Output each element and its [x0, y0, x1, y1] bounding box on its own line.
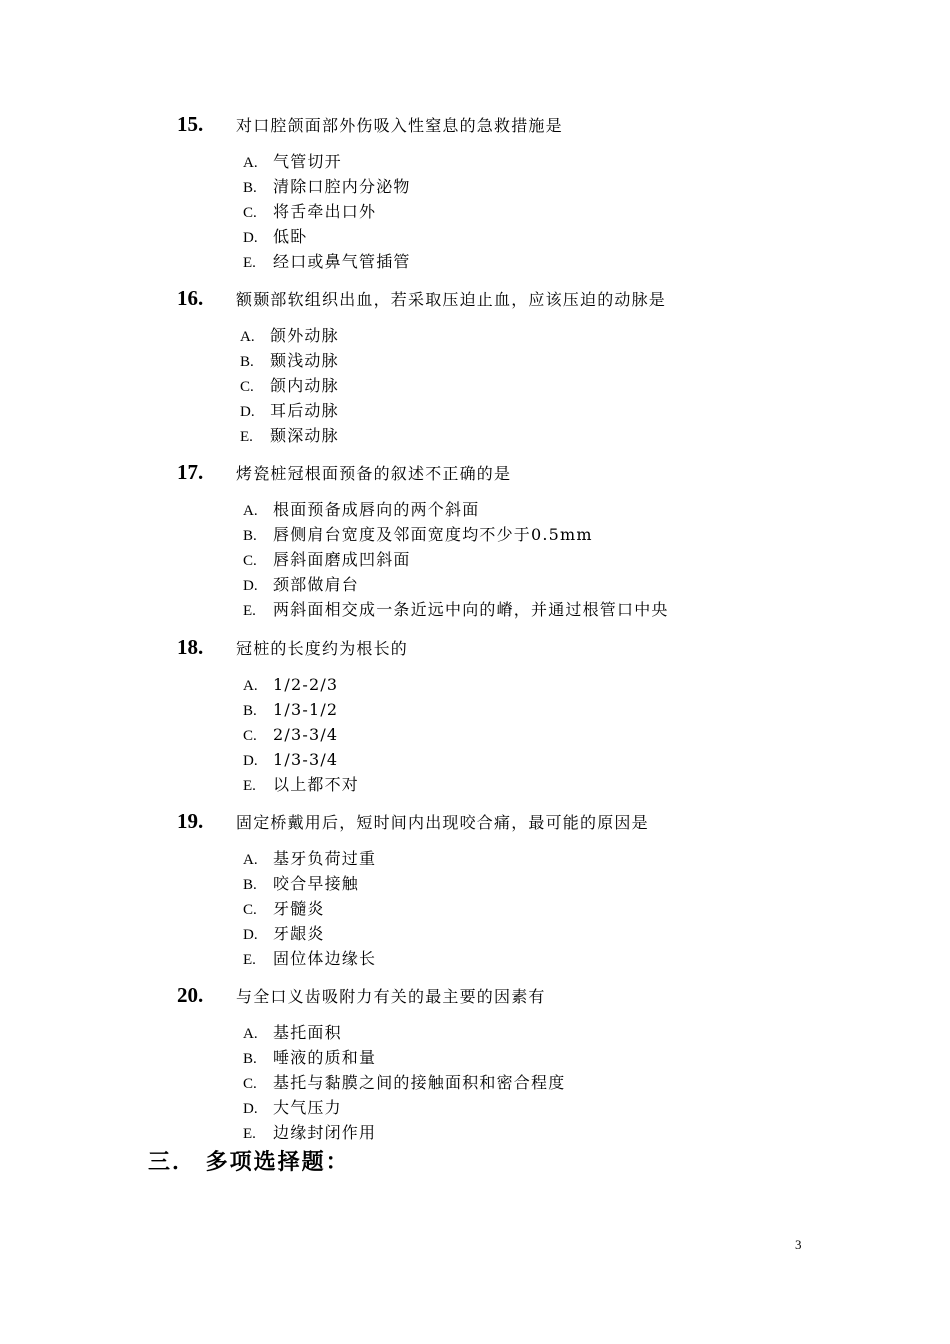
option-text: 两斜面相交成一条近远中向的嵴，并通过根管口中央	[273, 600, 669, 619]
option-text: 颌外动脉	[270, 326, 339, 345]
option-letter: D.	[240, 404, 255, 420]
question-text: 冠桩的长度约为根长的	[236, 639, 409, 658]
option-letter: E.	[243, 778, 256, 794]
option-b	[243, 522, 669, 547]
option-text: 1/2-2/3	[273, 675, 339, 694]
option-text: 边缘封闭作用	[273, 1123, 377, 1142]
option-letter: C.	[243, 728, 257, 744]
option-letter: A.	[243, 678, 258, 694]
question-number: 19.	[177, 809, 204, 833]
option-letter: A.	[240, 329, 255, 345]
question-number: 15.	[177, 112, 204, 136]
option-letter: C.	[240, 379, 254, 395]
option-letter: D.	[243, 927, 258, 943]
option-text: 低卧	[273, 227, 308, 246]
option-text: 清除口腔内分泌物	[273, 177, 411, 196]
option-d	[243, 747, 359, 772]
option-a	[243, 672, 359, 697]
option-text: 基托面积	[273, 1023, 342, 1042]
option-d	[240, 398, 339, 423]
option-e	[243, 597, 669, 622]
page-number: 3	[795, 1237, 802, 1252]
option-text: 耳后动脉	[270, 401, 339, 420]
option-letter: D.	[243, 230, 258, 246]
option-letter: C.	[243, 205, 257, 221]
option-letter: E.	[243, 952, 256, 968]
option-letter: B.	[243, 1051, 257, 1067]
question-text: 对口腔颌面部外伤吸入性窒息的急救措施是	[236, 116, 563, 135]
option-b	[243, 871, 376, 896]
option-a	[243, 149, 411, 174]
option-text: 将舌牵出口外	[273, 202, 377, 221]
option-text: 以上都不对	[273, 775, 360, 794]
option-letter: B.	[243, 877, 257, 893]
option-text: 经口或鼻气管插管	[273, 252, 411, 271]
option-text: 固位体边缘长	[273, 949, 377, 968]
question-text: 烤瓷桩冠根面预备的叙述不正确的是	[236, 464, 512, 483]
option-text: 2/3-3/4	[273, 725, 339, 744]
question-number: 17.	[177, 460, 204, 484]
option-c	[243, 199, 411, 224]
question-number: 20.	[177, 983, 204, 1007]
option-letter: B.	[243, 703, 257, 719]
option-text: 咬合早接触	[273, 874, 360, 893]
option-letter: A.	[243, 503, 258, 519]
option-b	[243, 697, 359, 722]
option-list	[243, 149, 411, 274]
option-c	[243, 547, 669, 572]
option-letter: E.	[243, 603, 256, 619]
option-b	[243, 174, 411, 199]
option-text: 牙龈炎	[273, 924, 325, 943]
option-e	[243, 946, 376, 971]
option-e	[243, 1120, 565, 1145]
option-b	[243, 1045, 565, 1070]
option-text: 气管切开	[273, 152, 342, 171]
option-text: 颈部做肩台	[273, 575, 360, 594]
option-e	[243, 249, 411, 274]
option-text: 基托与黏膜之间的接触面积和密合程度	[273, 1073, 566, 1092]
option-a	[240, 323, 339, 348]
option-text: 牙髓炎	[273, 899, 325, 918]
option-letter: D.	[243, 753, 258, 769]
option-c	[240, 373, 339, 398]
option-list	[240, 323, 339, 448]
option-list	[243, 1020, 565, 1145]
option-letter: B.	[243, 180, 257, 196]
option-letter: A.	[243, 1026, 258, 1042]
option-letter: E.	[243, 255, 256, 271]
option-c	[243, 896, 376, 921]
option-letter: D.	[243, 578, 258, 594]
option-letter: E.	[240, 429, 253, 445]
option-letter: B.	[243, 528, 257, 544]
option-d	[243, 224, 411, 249]
question-text: 与全口义齿吸附力有关的最主要的因素有	[236, 987, 546, 1006]
option-letter: E.	[243, 1126, 256, 1142]
option-a	[243, 1020, 565, 1045]
option-e	[243, 772, 359, 797]
section-heading: 三． 多项选择题：	[148, 1149, 350, 1175]
option-text: 1/3-3/4	[273, 750, 339, 769]
option-a	[243, 497, 669, 522]
option-d	[243, 572, 669, 597]
option-e	[240, 423, 339, 448]
option-letter: B.	[240, 354, 254, 370]
question-number: 18.	[177, 635, 204, 659]
option-text: 唇侧肩台宽度及邻面宽度均不少于0.5mm	[273, 525, 593, 544]
option-d	[243, 1095, 565, 1120]
option-letter: C.	[243, 902, 257, 918]
option-d	[243, 921, 376, 946]
option-letter: C.	[243, 553, 257, 569]
option-list	[243, 846, 376, 971]
option-text: 唇斜面磨成凹斜面	[273, 550, 411, 569]
option-list	[243, 672, 359, 797]
option-text: 1/3-1/2	[273, 700, 339, 719]
question-text: 额颞部软组织出血，若采取压迫止血，应该压迫的动脉是	[236, 290, 667, 309]
option-letter: D.	[243, 1101, 258, 1117]
option-text: 颞深动脉	[270, 426, 339, 445]
option-text: 唾液的质和量	[273, 1048, 377, 1067]
option-letter: A.	[243, 155, 258, 171]
question-number: 16.	[177, 286, 204, 310]
option-text: 根面预备成唇向的两个斜面	[273, 500, 480, 519]
option-text: 颌内动脉	[270, 376, 339, 395]
option-text: 大气压力	[273, 1098, 342, 1117]
option-text: 颞浅动脉	[270, 351, 339, 370]
option-text: 基牙负荷过重	[273, 849, 377, 868]
question-text: 固定桥戴用后，短时间内出现咬合痛，最可能的原因是	[236, 813, 649, 832]
option-b	[240, 348, 339, 373]
option-list	[243, 497, 669, 622]
option-c	[243, 1070, 565, 1095]
option-letter: C.	[243, 1076, 257, 1092]
option-c	[243, 722, 359, 747]
option-a	[243, 846, 376, 871]
option-letter: A.	[243, 852, 258, 868]
